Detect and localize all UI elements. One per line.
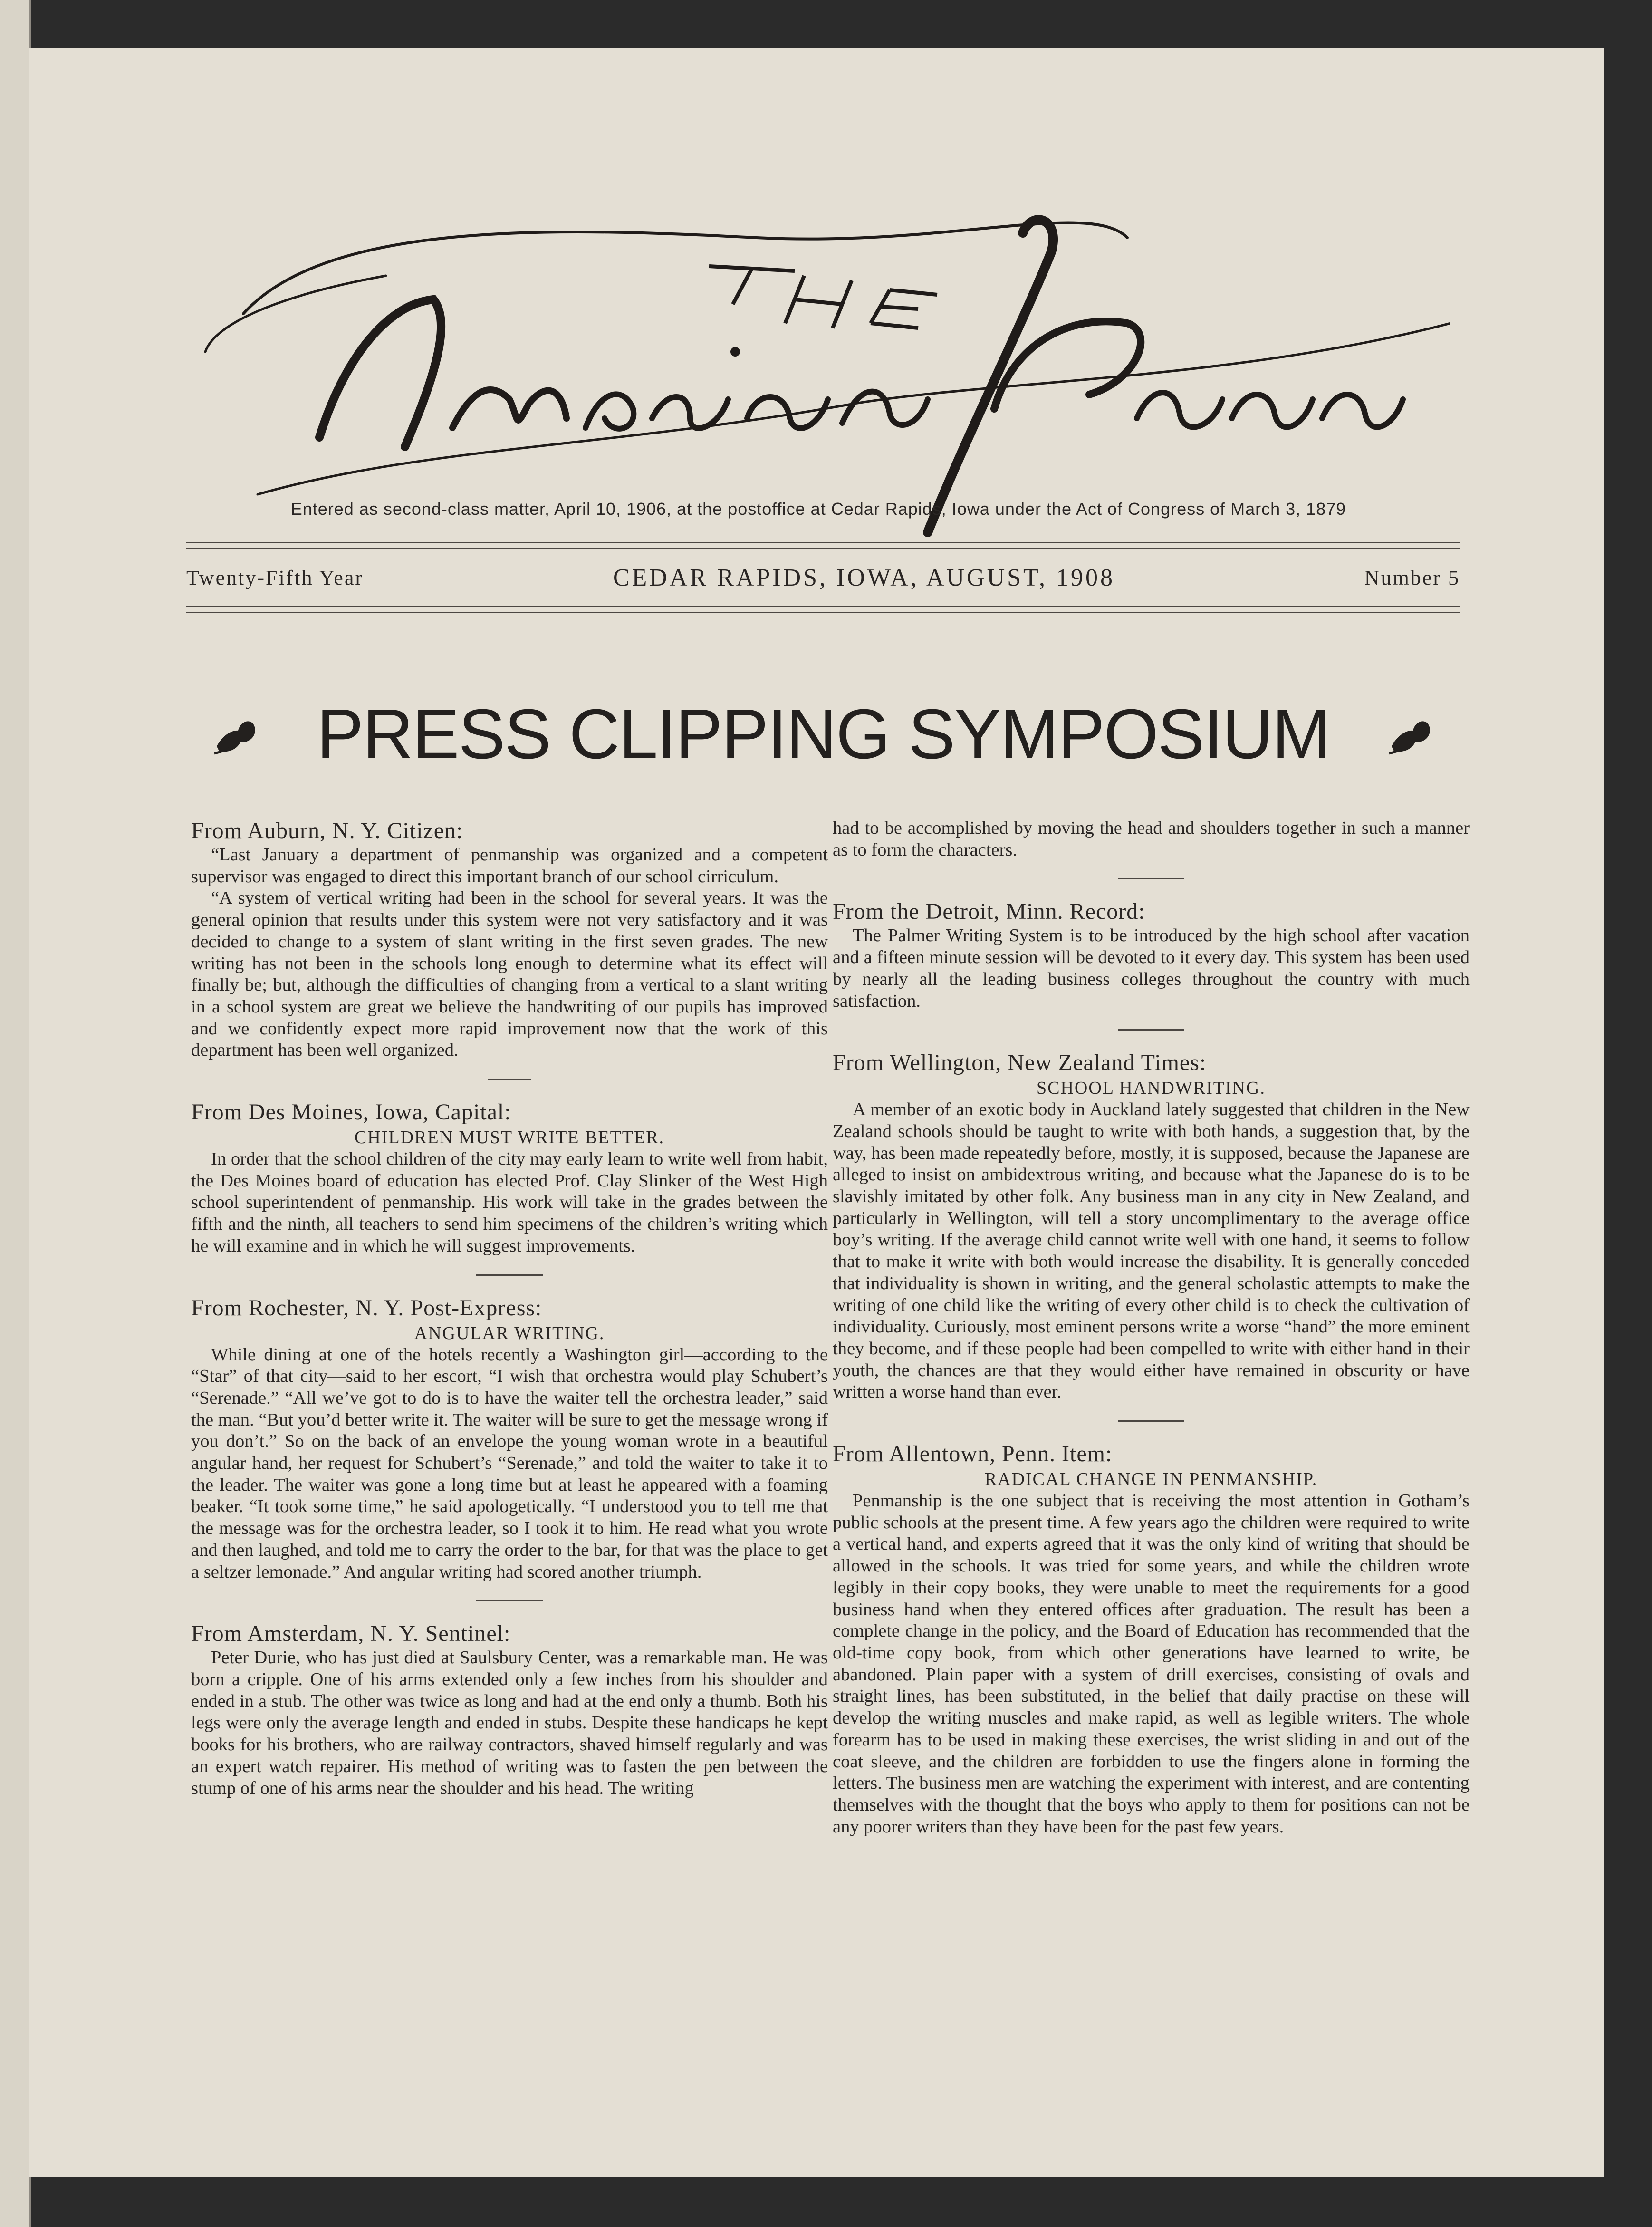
article-paragraph: “A system of vertical writing had been in the school for several years. It was the general opinion that results under this system were not very satisfactory and it was decided to change to a system of slant writing in the first seven grades. The new writing has not been in the schools long enough to determine what its effect will finally be; but, although the difficulties of changing from a vertical to a slant writing in a school system are great we believe the handwriting of our pupils has improved and we confidently expect more rapid improvement now that the work of this department has been well organized.	[191, 888, 828, 1060]
dateline	[186, 551, 1460, 604]
rule-top	[186, 542, 1460, 543]
article-wellington	[833, 1050, 1470, 1403]
separator	[1118, 1420, 1184, 1422]
left-column	[191, 818, 828, 1799]
separator	[1118, 1029, 1184, 1031]
article-subhead: RADICAL CHANGE IN PENMANSHIP.	[984, 1469, 1318, 1490]
issue-number: Number 5	[1364, 566, 1460, 589]
volume-year: Twenty-Fifth Year	[186, 566, 364, 589]
article-allentown	[833, 1441, 1470, 1838]
article-subhead: CHILDREN MUST WRITE BETTER.	[354, 1128, 665, 1148]
article-continuation: had to be accomplished by moving the head and shoulders together in such a manner as to form the characters.	[833, 818, 1470, 860]
article-desmoines	[191, 1099, 828, 1257]
article-subhead: ANGULAR WRITING.	[414, 1323, 605, 1343]
article-source: From Wellington, New Zealand Times:	[833, 1050, 1207, 1076]
left-ornament-icon	[212, 711, 259, 758]
place-date: CEDAR RAPIDS, IOWA, AUGUST, 1908	[613, 564, 1115, 591]
article-paragraph: “Last January a department of penmanship was organized and a competent supervisor was engaged to direct this important branch of our school cirriculum.	[191, 845, 828, 887]
masthead-script-graphic	[186, 181, 1450, 551]
article-rochester	[191, 1295, 828, 1583]
article-amsterdam	[191, 1620, 828, 1799]
article-source: From Auburn, N. Y. Citizen:	[191, 818, 463, 843]
masthead-logo	[186, 181, 1450, 551]
right-ornament-icon	[1387, 711, 1434, 758]
article-auburn	[191, 818, 828, 1061]
entry-notice: Entered as second-class matter, April 10, 1906, at the postoffice at Cedar Rapids, Iowa under the Act of Congress of March 3, 1879	[290, 499, 1346, 519]
right-column	[833, 818, 1470, 1838]
article-paragraph: In order that the school children of the city may early learn to write well from habit, the Des Moines board of education has elected Prof. Clay Slinker of the West High school superintendent of penmanship. His work will take in the grades between the fifth and the ninth, all teachers to send him specimens of the children’s writing which he will examine and in which he will suggest improvements.	[191, 1149, 828, 1256]
separator	[476, 1600, 543, 1601]
separator	[476, 1274, 543, 1276]
headline-row	[186, 694, 1460, 775]
article-paragraph: Penmanship is the one subject that is receiving the most attention in Gotham’s public schools at the present time. A few years ago the children were required to write a vertical hand, and experts agreed that it was the only kind of writing that should be allowed in the schools. It was tried for some years, and while the children wrote legibly in their copy books, they were unable to meet the requirements for a good business hand when they entered offices after graduation. The result has been a complete change in the policy, and the Board of Education has recommended that the old-time copy book, from which other generations have learned to write, be abandoned. Plain paper with a system of drill exercises, consisting of ovals and straight lines, has been substituted, in the belief that daily practise on these will develop the writing muscles and make rapid, as well as legible writers. The whole forearm has to be used in making these exercises, the wrist sliding in and out of the coat sleeve, and the children are forbidden to use the fingers alone in forming the letters. The business men are watching the experiment with interest, and are contenting themselves with the thought that the boys who apply to them for positions can not be any poorer writers than they have been for the past few years.	[833, 1491, 1470, 1837]
article-paragraph: The Palmer Writing System is to be introduced by the high school after vacation and a fifteen minute session will be devoted to it every day. This system has been used by nearly all the leading business colleges throughout the country with much satisfaction.	[833, 926, 1470, 1011]
rule-bottom	[186, 606, 1460, 607]
headline: PRESS CLIPPING SYMPOSIUM	[317, 695, 1330, 773]
article-detroit	[833, 898, 1470, 1012]
article-source: From Amsterdam, N. Y. Sentinel:	[191, 1621, 511, 1647]
rule-top-inner	[186, 548, 1460, 549]
article-source: From Allentown, Penn. Item:	[833, 1441, 1113, 1467]
article-source: From Des Moines, Iowa, Capital:	[191, 1099, 511, 1125]
rule-bottom-inner	[186, 612, 1460, 613]
article-source: From Rochester, N. Y. Post-Express:	[191, 1295, 542, 1321]
article-paragraph: While dining at one of the hotels recently a Washington girl—according to the “Star” of that city—said to her escort, “I wish that orchestra would play Schubert’s “Serenade.” “All we’ve got to do is to have the waiter tell the orchestra leader,” said the man. “But you’d better write it. The waiter will be sure to get the message wrong if you don’t.” So on the back of an envelope the young woman wrote in a beautiful angular hand, her request for Schubert’s “Serenade,” and told the waiter to take it to the leader. The waiter was gone a long time but at least he appeared with a foaming beaker. “It took some time,” he said apologetically. “I understood you to tell me that the message was for the orchestra leader, so I took it to him. He read what you wrote and then laughed, and told me to carry the order to the bar, for that was the place to get a seltzer lemonade.” And angular writing had scored another triumph.	[191, 1344, 828, 1582]
article-subhead: SCHOOL HANDWRITING.	[1037, 1078, 1266, 1099]
page	[29, 48, 1604, 2177]
article-paragraph: Peter Durie, who has just died at Saulsbury Center, was a remarkable man. He was born a cripple. One of his arms extended only a few inches from his shoulder and ended in a stub. The other was twice as long and had at the end only a thumb. Both his legs were only the average length and ended in stubs. Despite these handicaps he kept books for his brothers, who are railway contractors, shaved himself regularly and was an expert watch repairer. His method of writing was to fasten the pen between the stump of one of his arms near the shoulder and his head. The writing	[191, 1648, 828, 1798]
separator	[1118, 878, 1184, 879]
article-source: From the Detroit, Minn. Record:	[833, 899, 1145, 925]
adjacent-page-edge	[0, 0, 31, 2227]
separator	[488, 1079, 531, 1080]
article-paragraph: A member of an exotic body in Auckland lately suggested that children in the New Zealand schools should be taught to write with both hands, a suggestion that, by the way, has been made repeatedly before, mostly, it is supposed, because the Japanese are alleged to insist on ambidextrous writing, and because what the Japanese do is to be slavishly imitated by other folk. Any business man in any city in New Zealand, and particularly in Wellington, will tell a story uncomplimentary to the average office boy’s writing. If the average child cannot write well with one hand, it seems to follow that to make it write with both would increase the disability. It is generally conceded that individuality is shown in writing, and the general scholastic attempts to make the writing of one child like the writing of every other child is to check the cultivation of individuality. Curiously, most eminent persons write a worse “hand” the more eminent they become, and if these people had been compelled to write with either hand in their youth, the chances are that they would either have remained in obscurity or have written a worse hand than ever.	[833, 1099, 1470, 1402]
